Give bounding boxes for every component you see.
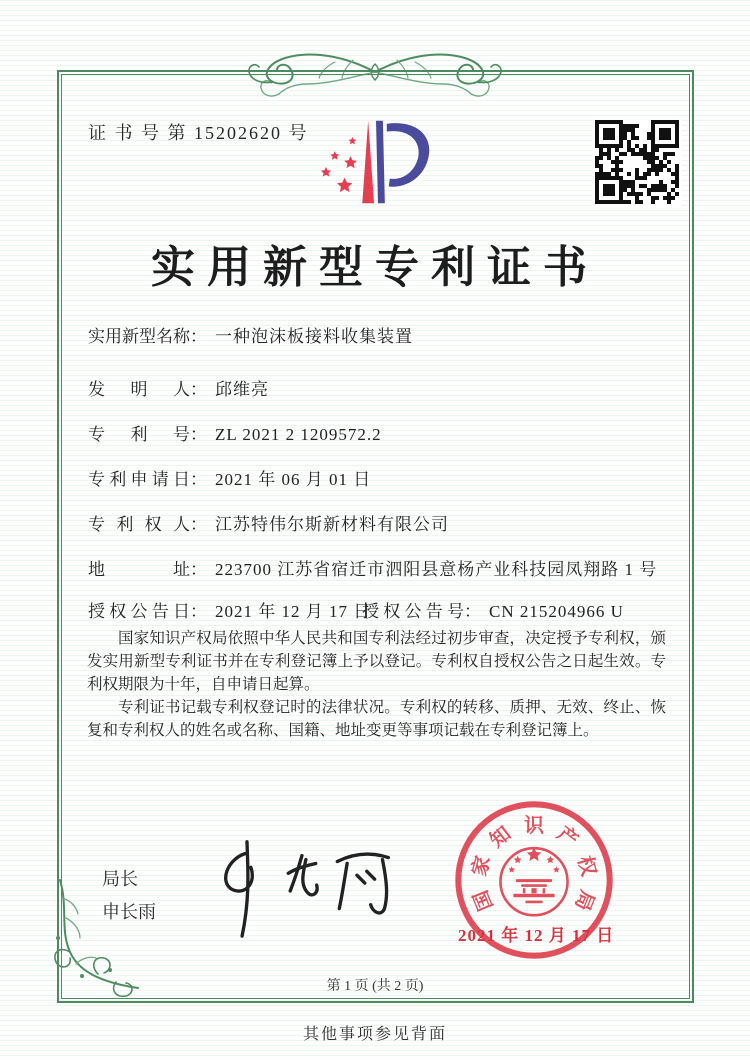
signer-name: 申长雨 — [102, 902, 156, 922]
field-colon: ： — [190, 470, 207, 489]
field-label: 专利号 — [88, 425, 190, 444]
page-number-info: 第 1 页 (共 2 页) — [326, 979, 424, 994]
seal-char: 知 — [486, 822, 516, 853]
field-value: 2021 年 12 月 17 日 — [215, 602, 372, 621]
seal-char: 家 — [468, 853, 495, 879]
field-row-address — [88, 555, 668, 580]
seal-date: 2021 年 12 月 17 日 — [458, 926, 615, 945]
field-row-patent-name — [88, 322, 668, 347]
field-colon: ： — [190, 602, 207, 621]
seal-char: 权 — [573, 853, 600, 879]
field-row-patentee — [88, 510, 668, 535]
field-row-filing-date — [88, 465, 668, 490]
field-value: 江苏特伟尔斯新材料有限公司 — [215, 515, 449, 534]
signer-title: 局长 — [102, 869, 138, 889]
field-row-patent-number — [88, 420, 668, 445]
qr-code — [592, 117, 682, 207]
legal-text-block — [87, 627, 666, 742]
field-colon: ： — [190, 327, 207, 346]
field-colon: ： — [464, 602, 481, 621]
certificate-title: 实用新型专利证书 — [151, 243, 599, 292]
field-label: 实用新型名称 — [88, 327, 190, 346]
seal-char: 产 — [552, 822, 582, 853]
field-row-inventor — [88, 375, 668, 400]
seal-char: 局 — [570, 887, 599, 914]
field-value: ZL 2021 2 1209572.2 — [215, 425, 382, 444]
field-value: 一种泡沫板接料收集装置 — [215, 327, 413, 346]
field-label: 授权公告号 — [362, 602, 464, 621]
field-row-grant — [88, 597, 668, 622]
field-colon: ： — [190, 380, 207, 399]
field-label: 发明人 — [88, 380, 190, 399]
back-side-note: 其他事项参见背面 — [302, 1026, 447, 1043]
field-label: 专利权人 — [88, 515, 190, 534]
field-value: 223700 江苏省宿迁市泗阳县意杨产业科技园凤翔路 1 号 — [215, 560, 658, 579]
field-label: 授权公告日 — [88, 602, 190, 621]
field-colon: ： — [190, 425, 207, 444]
seal-char: 识 — [524, 814, 544, 837]
field-label: 专利申请日 — [88, 470, 190, 489]
field-value: CN 215204966 U — [489, 602, 624, 621]
field-colon: ： — [190, 515, 207, 534]
field-colon: ： — [190, 560, 207, 579]
legal-paragraph-2: 专利证书记载专利权登记时的法律状况。专利权的转移、质押、无效、终止、恢复和专利权人的姓名或名称、国籍、地址变更等事项记载在专利登记簿上。 — [87, 699, 666, 739]
field-value: 邱维亮 — [215, 380, 269, 399]
national-emblem-icon — [500, 847, 567, 915]
director-signature-icon — [200, 834, 400, 942]
certificate-number: 证 书 号 第 15202620 号 — [88, 123, 309, 143]
cnipa-logo-icon — [298, 108, 456, 214]
legal-paragraph-1: 国家知识产权局依照中华人民共和国专利法经过初步审查，决定授予专利权，颁发实用新型专利证书并在专利登记簿上予以登记。专利权自授权公告之日起生效。专利权期限为十年，自申请日起算。 — [87, 630, 666, 693]
grant-number-pair — [362, 597, 624, 622]
seal-char: 国 — [469, 887, 498, 914]
field-value: 2021 年 06 月 01 日 — [215, 470, 372, 489]
corner-flourish-ornament-icon — [46, 878, 146, 1008]
field-label: 地址 — [88, 560, 190, 579]
